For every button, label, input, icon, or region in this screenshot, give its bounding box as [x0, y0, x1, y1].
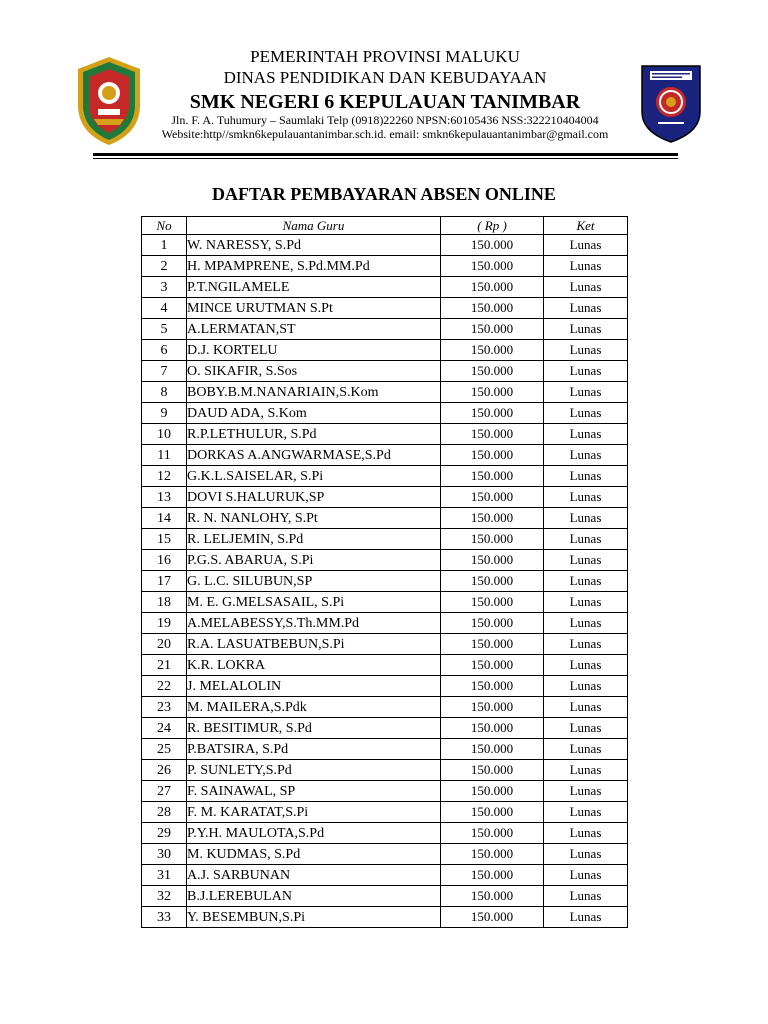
amount: 150.000 — [441, 676, 544, 697]
row-number: 12 — [142, 466, 187, 487]
row-number: 6 — [142, 340, 187, 361]
header-ket: Ket — [544, 217, 628, 235]
table-row — [142, 907, 628, 928]
amount: 150.000 — [441, 592, 544, 613]
amount: 150.000 — [441, 487, 544, 508]
table-row — [142, 718, 628, 739]
status: Lunas — [544, 550, 628, 571]
teacher-name: DOVI S.HALURUK,SP — [187, 487, 441, 508]
row-number: 16 — [142, 550, 187, 571]
status: Lunas — [544, 865, 628, 886]
status: Lunas — [544, 466, 628, 487]
amount: 150.000 — [441, 718, 544, 739]
row-number: 19 — [142, 613, 187, 634]
row-number: 23 — [142, 697, 187, 718]
status: Lunas — [544, 382, 628, 403]
amount: 150.000 — [441, 361, 544, 382]
table-row — [142, 823, 628, 844]
amount: 150.000 — [441, 781, 544, 802]
amount: 150.000 — [441, 802, 544, 823]
table-row — [142, 340, 628, 361]
amount: 150.000 — [441, 508, 544, 529]
teacher-name: R.P.LETHULUR, S.Pd — [187, 424, 441, 445]
table-row — [142, 382, 628, 403]
row-number: 22 — [142, 676, 187, 697]
header-rule-thin — [93, 158, 678, 159]
row-number: 32 — [142, 886, 187, 907]
document-title: DAFTAR PEMBAYARAN ABSEN ONLINE — [212, 184, 556, 204]
row-number: 18 — [142, 592, 187, 613]
teacher-name: M. KUDMAS, S.Pd — [187, 844, 441, 865]
table-row — [142, 508, 628, 529]
status: Lunas — [544, 886, 628, 907]
table-row — [142, 529, 628, 550]
teacher-name: P.G.S. ABARUA, S.Pi — [187, 550, 441, 571]
teacher-name: P. SUNLETY,S.Pd — [187, 760, 441, 781]
amount: 150.000 — [441, 907, 544, 928]
table-row — [142, 865, 628, 886]
status: Lunas — [544, 340, 628, 361]
amount: 150.000 — [441, 844, 544, 865]
school-address: Jln. F. A. Tuhumury – Saumlaki Telp (0918)22260 NPSN:60105436 NSS:322210404004 — [171, 113, 599, 127]
amount: 150.000 — [441, 466, 544, 487]
table-row — [142, 571, 628, 592]
teacher-name: G.K.L.SAISELAR, S.Pi — [187, 466, 441, 487]
teacher-name: P.Y.H. MAULOTA,S.Pd — [187, 823, 441, 844]
amount: 150.000 — [441, 613, 544, 634]
amount: 150.000 — [441, 424, 544, 445]
teacher-name: R. BESITIMUR, S.Pd — [187, 718, 441, 739]
teacher-name: P.BATSIRA, S.Pd — [187, 739, 441, 760]
teacher-name: B.J.LEREBULAN — [187, 886, 441, 907]
table-row — [142, 550, 628, 571]
table-row — [142, 613, 628, 634]
status: Lunas — [544, 592, 628, 613]
status: Lunas — [544, 235, 628, 256]
table-row — [142, 802, 628, 823]
teacher-name: F. SAINAWAL, SP — [187, 781, 441, 802]
row-number: 21 — [142, 655, 187, 676]
teacher-name: G. L.C. SILUBUN,SP — [187, 571, 441, 592]
amount: 150.000 — [441, 634, 544, 655]
status: Lunas — [544, 424, 628, 445]
row-number: 25 — [142, 739, 187, 760]
status: Lunas — [544, 508, 628, 529]
row-number: 3 — [142, 277, 187, 298]
row-number: 2 — [142, 256, 187, 277]
status: Lunas — [544, 613, 628, 634]
row-number: 14 — [142, 508, 187, 529]
amount: 150.000 — [441, 571, 544, 592]
table-row — [142, 445, 628, 466]
teacher-name: M. E. G.MELSASAIL, S.Pi — [187, 592, 441, 613]
table-row — [142, 844, 628, 865]
row-number: 29 — [142, 823, 187, 844]
status: Lunas — [544, 319, 628, 340]
teacher-name: K.R. LOKRA — [187, 655, 441, 676]
table-row — [142, 739, 628, 760]
teacher-name: Y. BESEMBUN,S.Pi — [187, 907, 441, 928]
school-name: SMK NEGERI 6 KEPULAUAN TANIMBAR — [189, 91, 581, 113]
header-rule-thick — [93, 153, 678, 156]
table-row — [142, 886, 628, 907]
table-row — [142, 466, 628, 487]
table-row — [142, 655, 628, 676]
status: Lunas — [544, 676, 628, 697]
teacher-name: A.MELABESSY,S.Th.MM.Pd — [187, 613, 441, 634]
table-row — [142, 403, 628, 424]
status: Lunas — [544, 844, 628, 865]
table-row — [142, 760, 628, 781]
amount: 150.000 — [441, 823, 544, 844]
table-row — [142, 424, 628, 445]
status: Lunas — [544, 907, 628, 928]
status: Lunas — [544, 277, 628, 298]
status: Lunas — [544, 823, 628, 844]
teacher-name: A.J. SARBUNAN — [187, 865, 441, 886]
status: Lunas — [544, 529, 628, 550]
teacher-name: D.J. KORTELU — [187, 340, 441, 361]
status: Lunas — [544, 361, 628, 382]
table-row — [142, 592, 628, 613]
teacher-name: R. N. NANLOHY, S.Pt — [187, 508, 441, 529]
row-number: 11 — [142, 445, 187, 466]
row-number: 24 — [142, 718, 187, 739]
amount: 150.000 — [441, 298, 544, 319]
row-number: 4 — [142, 298, 187, 319]
amount: 150.000 — [441, 403, 544, 424]
row-number: 5 — [142, 319, 187, 340]
teacher-name: J. MELALOLIN — [187, 676, 441, 697]
teacher-name: DAUD ADA, S.Kom — [187, 403, 441, 424]
teacher-name: R. LELJEMIN, S.Pd — [187, 529, 441, 550]
school-shield-emblem-icon — [638, 62, 704, 144]
amount: 150.000 — [441, 529, 544, 550]
table-row — [142, 256, 628, 277]
row-number: 15 — [142, 529, 187, 550]
status: Lunas — [544, 697, 628, 718]
amount: 150.000 — [441, 886, 544, 907]
status: Lunas — [544, 256, 628, 277]
status: Lunas — [544, 487, 628, 508]
amount: 150.000 — [441, 256, 544, 277]
amount: 150.000 — [441, 550, 544, 571]
status: Lunas — [544, 655, 628, 676]
row-number: 9 — [142, 403, 187, 424]
teacher-name: O. SIKAFIR, S.Sos — [187, 361, 441, 382]
header-nama-guru: Nama Guru — [187, 217, 441, 235]
teacher-name: MINCE URUTMAN S.Pt — [187, 298, 441, 319]
teacher-name: BOBY.B.M.NANARIAIN,S.Kom — [187, 382, 441, 403]
header-no: No — [142, 217, 187, 235]
amount: 150.000 — [441, 445, 544, 466]
status: Lunas — [544, 802, 628, 823]
row-number: 26 — [142, 760, 187, 781]
row-number: 1 — [142, 235, 187, 256]
status: Lunas — [544, 739, 628, 760]
table-row — [142, 487, 628, 508]
table-row — [142, 235, 628, 256]
table-row — [142, 697, 628, 718]
status: Lunas — [544, 634, 628, 655]
row-number: 20 — [142, 634, 187, 655]
table-row — [142, 634, 628, 655]
amount: 150.000 — [441, 697, 544, 718]
row-number: 31 — [142, 865, 187, 886]
row-number: 27 — [142, 781, 187, 802]
row-number: 10 — [142, 424, 187, 445]
status: Lunas — [544, 298, 628, 319]
teacher-name: R.A. LASUATBEBUN,S.Pi — [187, 634, 441, 655]
amount: 150.000 — [441, 382, 544, 403]
row-number: 13 — [142, 487, 187, 508]
status: Lunas — [544, 760, 628, 781]
amount: 150.000 — [441, 865, 544, 886]
teacher-name: M. MAILERA,S.Pdk — [187, 697, 441, 718]
amount: 150.000 — [441, 277, 544, 298]
payment-table — [141, 216, 628, 928]
school-website: Website:http//smkn6kepulauantanimbar.sch.id. email: smkn6kepulauantanimbar@gmail.com — [161, 127, 609, 141]
table-row — [142, 361, 628, 382]
teacher-name: A.LERMATAN,ST — [187, 319, 441, 340]
row-number: 33 — [142, 907, 187, 928]
amount: 150.000 — [441, 655, 544, 676]
row-number: 30 — [142, 844, 187, 865]
teacher-name: W. NARESSY, S.Pd — [187, 235, 441, 256]
table-row — [142, 319, 628, 340]
status: Lunas — [544, 718, 628, 739]
amount: 150.000 — [441, 340, 544, 361]
department-name: DINAS PENDIDIKAN DAN KEBUDAYAAN — [223, 68, 547, 87]
table-row — [142, 298, 628, 319]
teacher-name: DORKAS A.ANGWARMASE,S.Pd — [187, 445, 441, 466]
amount: 150.000 — [441, 319, 544, 340]
table-row — [142, 676, 628, 697]
status: Lunas — [544, 781, 628, 802]
province-name: PEMERINTAH PROVINSI MALUKU — [250, 47, 520, 66]
status: Lunas — [544, 445, 628, 466]
amount: 150.000 — [441, 739, 544, 760]
amount: 150.000 — [441, 235, 544, 256]
teacher-name: F. M. KARATAT,S.Pi — [187, 802, 441, 823]
table-row — [142, 781, 628, 802]
header-rp: ( Rp ) — [441, 217, 544, 235]
row-number: 28 — [142, 802, 187, 823]
teacher-name: H. MPAMPRENE, S.Pd.MM.Pd — [187, 256, 441, 277]
row-number: 7 — [142, 361, 187, 382]
status: Lunas — [544, 571, 628, 592]
table-header-row — [142, 217, 628, 235]
row-number: 8 — [142, 382, 187, 403]
row-number: 17 — [142, 571, 187, 592]
table-row — [142, 277, 628, 298]
status: Lunas — [544, 403, 628, 424]
amount: 150.000 — [441, 760, 544, 781]
teacher-name: P.T.NGILAMELE — [187, 277, 441, 298]
